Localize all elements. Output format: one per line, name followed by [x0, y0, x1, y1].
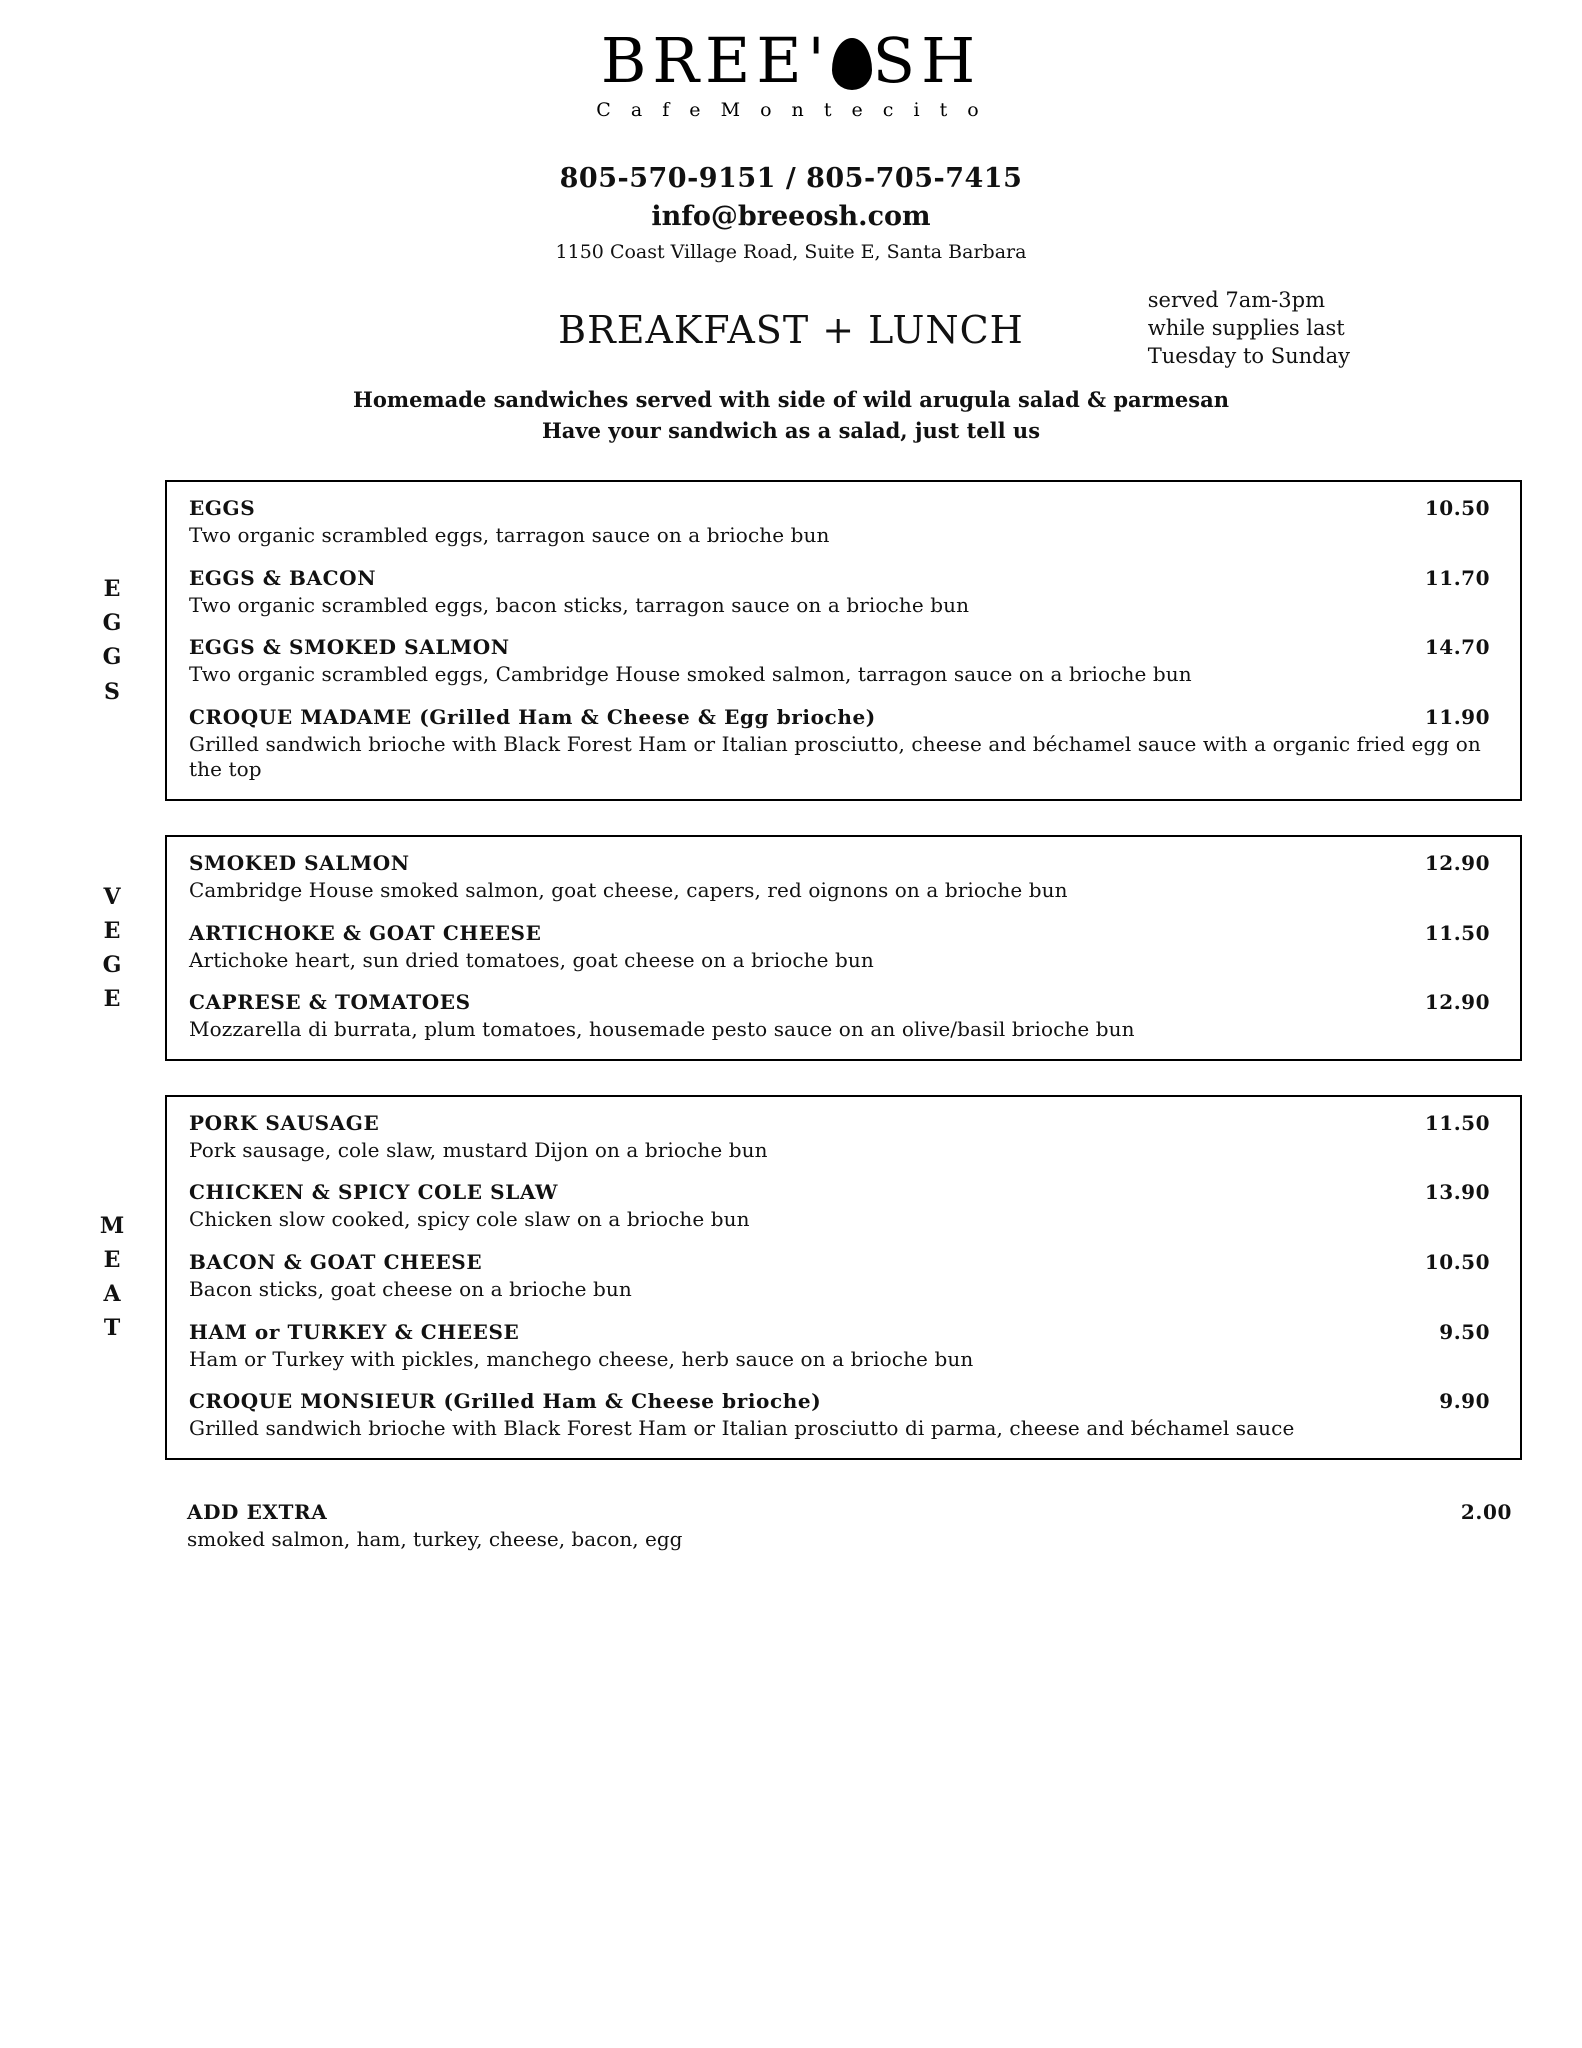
menu-item-name: SMOKED SALMON [189, 850, 410, 875]
egg-icon [832, 38, 872, 90]
menu-item-name: PORK SAUSAGE [189, 1110, 380, 1135]
menu-item-description: Grilled sandwich brioche with Black Forest Ham or Italian prosciutto di parma, cheese and béchamel sauce [189, 1416, 1295, 1441]
menu-item-price: 11.70 [1424, 565, 1490, 590]
menu-items-meat [165, 1095, 1522, 1460]
section-label-letter: G [102, 644, 123, 671]
menu-item-description: Bacon sticks, goat cheese on a brioche bun [189, 1276, 632, 1301]
menu-items-vege [165, 835, 1522, 1061]
section-meat [60, 1095, 1522, 1460]
menu-item [189, 990, 1500, 1043]
menu-item-price: 10.50 [1424, 1249, 1490, 1274]
street-address: 1150 Coast Village Road, Suite E, Santa Barbara [555, 241, 1027, 264]
add-extra-price: 2.00 [1460, 1499, 1512, 1524]
menu-item [189, 1180, 1500, 1233]
section-label-eggs [60, 480, 165, 801]
logo-subtitle: C a f e M o n t e c i t o [596, 99, 986, 122]
hours-line-3: Tuesday to Sunday [1147, 343, 1350, 368]
section-label-letter: G [102, 610, 123, 637]
section-label-meat [60, 1095, 165, 1460]
hours-block [1148, 287, 1350, 370]
menu-item-name: BACON & GOAT CHEESE [189, 1249, 483, 1274]
section-label-letter: G [102, 951, 123, 978]
menu-item-description: Grilled sandwich brioche with Black Forest Ham or Italian prosciutto, cheese and béchamel sauce with a organic fried egg on the top [189, 731, 1481, 782]
add-extra-spacer [60, 1500, 165, 1551]
menu-item [189, 1320, 1500, 1373]
menu-item-description: Pork sausage, cole slaw, mustard Dijon on a brioche bun [189, 1137, 768, 1162]
menu-item-description: Two organic scrambled eggs, tarragon sauce on a brioche bun [189, 522, 830, 547]
menu-item [189, 566, 1500, 619]
title-row [60, 288, 1522, 368]
section-label-vege [60, 835, 165, 1061]
tagline [60, 385, 1522, 446]
section-label-letter: E [103, 576, 122, 603]
menu-item-price: 12.90 [1424, 990, 1490, 1015]
menu-item [189, 1250, 1500, 1303]
add-extra-description: smoked salmon, ham, turkey, cheese, bacon, egg [187, 1526, 683, 1551]
menu-item [189, 851, 1500, 904]
section-vege [60, 835, 1522, 1061]
section-label-letter: A [103, 1281, 122, 1308]
add-extra-block [60, 1500, 1522, 1551]
menu-item [189, 1389, 1500, 1442]
menu-item [189, 496, 1500, 549]
hours-line-2: while supplies last [1147, 315, 1345, 340]
section-label-letter: S [104, 678, 121, 705]
tagline-line-1: Homemade sandwiches served with side of wild arugula salad & parmesan [353, 387, 1229, 413]
tagline-line-2: Have your sandwich as a salad, just tell us [541, 417, 1041, 443]
menu-item-price: 13.90 [1424, 1180, 1490, 1205]
menu-item-name: EGGS & SMOKED SALMON [189, 635, 510, 660]
menu-item-price: 12.90 [1424, 850, 1490, 875]
logo-word-right: SH [872, 24, 982, 97]
contact-block [60, 163, 1522, 263]
menu-items-eggs [165, 480, 1522, 801]
menu-item-name: CROQUE MADAME (Grilled Ham & Cheese & Egg brioche) [189, 704, 876, 729]
menu-item [189, 705, 1500, 783]
menu-item-name: CAPRESE & TOMATOES [189, 990, 471, 1015]
menu-item-description: Artichoke heart, sun dried tomatoes, goat cheese on a brioche bun [189, 947, 874, 972]
hours-line-1: served 7am-3pm [1147, 288, 1325, 313]
menu-item-price: 9.90 [1439, 1389, 1490, 1414]
menu-item-price: 14.70 [1424, 635, 1490, 660]
menu-item-description: Chicken slow cooked, spicy cole slaw on a brioche bun [189, 1207, 750, 1232]
section-label-letter: M [99, 1213, 126, 1240]
menu-item-price: 10.50 [1424, 495, 1490, 520]
menu-item-description: Two organic scrambled eggs, bacon sticks, tarragon sauce on a brioche bun [189, 592, 970, 617]
logo [60, 0, 1522, 121]
section-label-letter: E [103, 985, 122, 1012]
menu-item-name: HAM or TURKEY & CHEESE [189, 1319, 520, 1344]
add-extra-name: ADD EXTRA [187, 1499, 328, 1524]
email-address: info@breeosh.com [651, 201, 931, 233]
menu-item-description: Ham or Turkey with pickles, manchego cheese, herb sauce on a brioche bun [189, 1346, 974, 1371]
section-label-letter: V [103, 883, 122, 910]
section-label-letter: T [103, 1315, 122, 1342]
menu-item-description: Cambridge House smoked salmon, goat cheese, capers, red oignons on a brioche bun [189, 877, 1068, 902]
menu-item-price: 11.90 [1424, 704, 1490, 729]
logo-apostrophe: ' [807, 24, 831, 97]
menu-item-name: CHICKEN & SPICY COLE SLAW [189, 1180, 559, 1205]
menu-item-description: Two organic scrambled eggs, Cambridge House smoked salmon, tarragon sauce on a brioche bun [189, 662, 1192, 687]
menu-item-name: EGGS [189, 495, 256, 520]
menu-item-description: Mozzarella di burrata, plum tomatoes, housemade pesto sauce on an olive/basil brioche bun [189, 1017, 1135, 1042]
section-label-letter: E [103, 917, 122, 944]
menu-item [189, 635, 1500, 688]
section-eggs [60, 480, 1522, 801]
menu-item-price: 9.50 [1439, 1319, 1490, 1344]
menu-item-name: ARTICHOKE & GOAT CHEESE [189, 920, 542, 945]
menu-item-name: EGGS & BACON [189, 565, 377, 590]
menu-item [189, 921, 1500, 974]
menu-item-price: 11.50 [1424, 1110, 1490, 1135]
section-label-letter: E [103, 1247, 122, 1274]
menu-item-price: 11.50 [1424, 920, 1490, 945]
phone-numbers: 805-570-9151 / 805-705-7415 [559, 163, 1023, 195]
logo-wordmark [600, 24, 982, 97]
logo-word-left: BREE [600, 24, 808, 97]
page-title: BREAKFAST + LUNCH [558, 308, 1024, 353]
menu-item [189, 1111, 1500, 1164]
menu-item-name: CROQUE MONSIEUR (Grilled Ham & Cheese brioche) [189, 1389, 822, 1414]
